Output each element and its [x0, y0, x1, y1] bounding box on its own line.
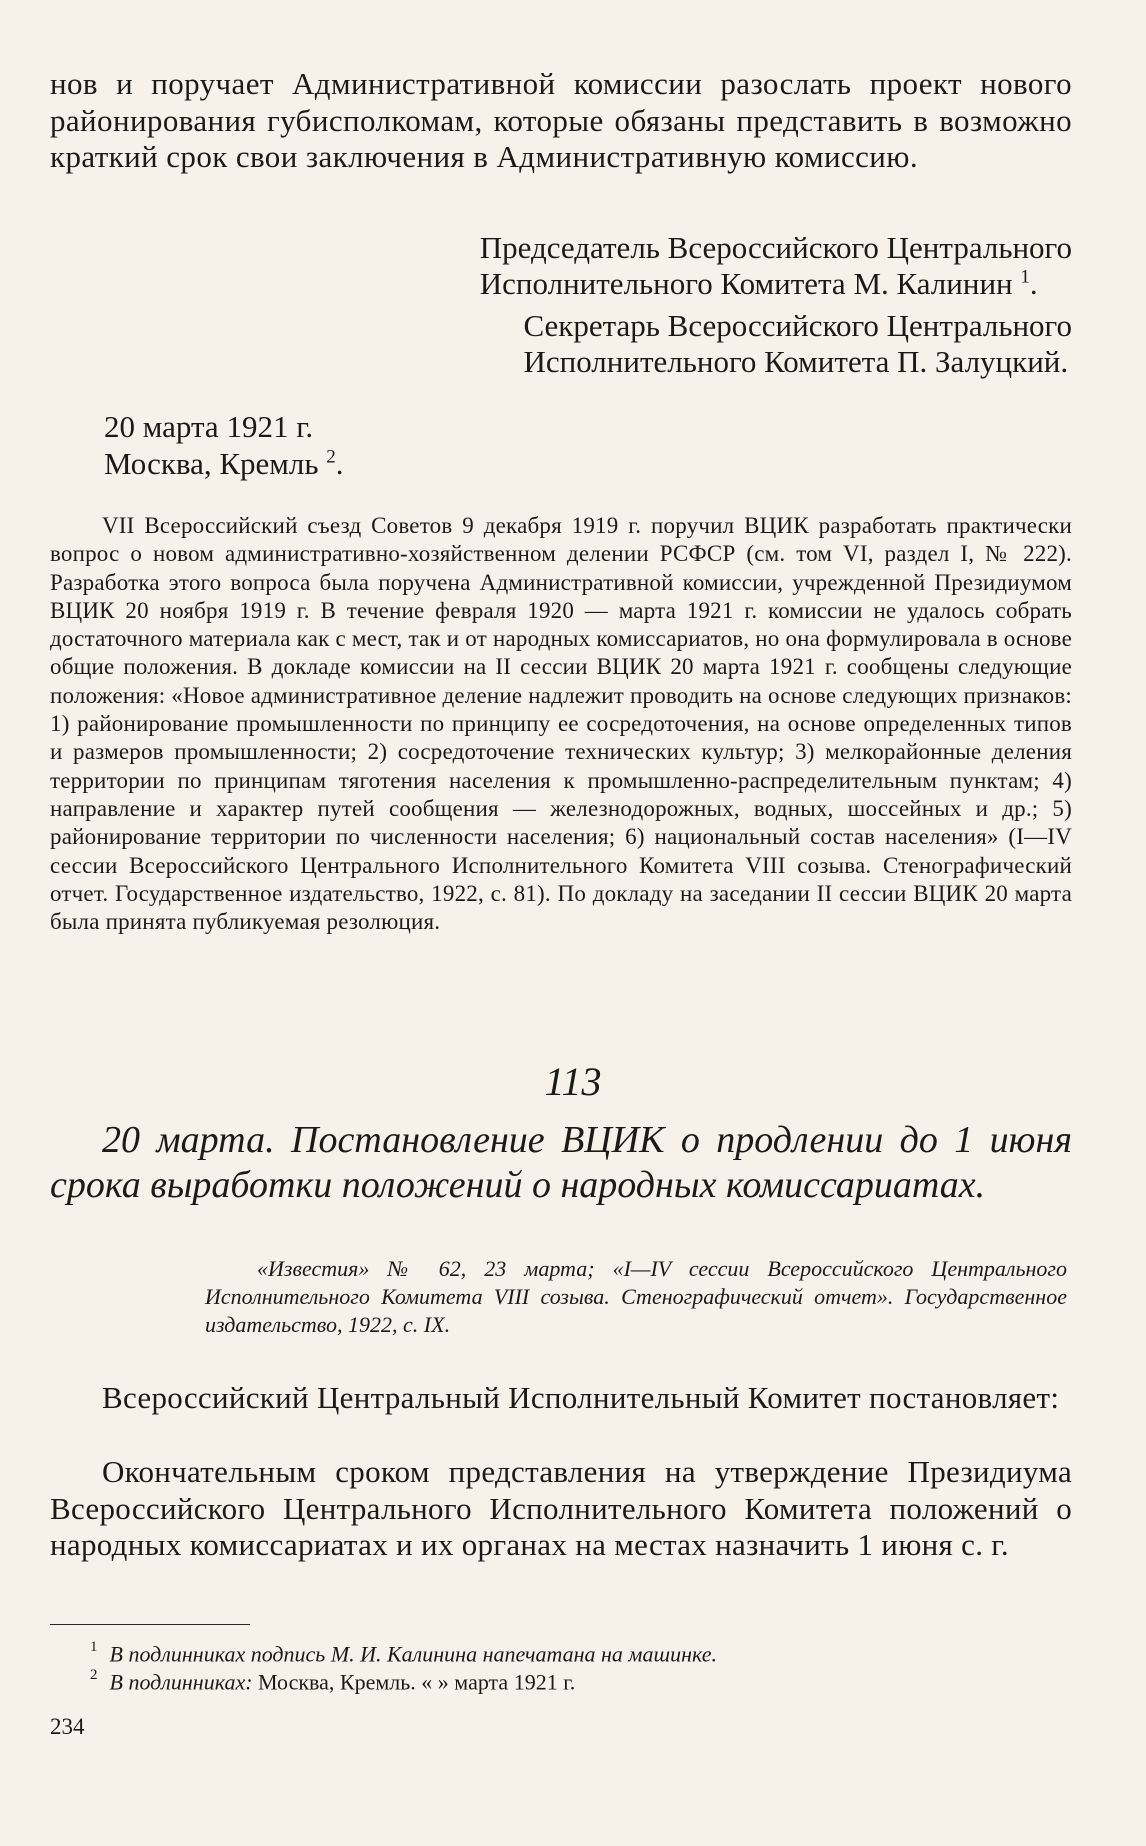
secretary-signature-line-2: Исполнительного Комитета П. Залуцкий.	[523, 344, 1069, 379]
chair-signature-line-1: Председатель Всероссийского Центрального	[479, 230, 1072, 265]
resolution-place: Москва, Кремль $^2$.	[104, 446, 344, 481]
footnote-ref-1: 1	[1020, 266, 1030, 288]
footnote-2: $^2$ В подлинниках: Москва, Кремль. « » марта 1921 г.	[90, 1667, 576, 1695]
document-title: 20 марта. Постановление ВЦИК о продлении до 1 июня срока выработки положений о народных комиссариатах.	[50, 1119, 1072, 1206]
chair-signature	[480, 230, 1072, 302]
footnote-ref-2: 2	[326, 446, 336, 468]
document-source: «Известия» № 62, 23 марта; «I—IV сессии Всероссийского Центрального Исполнительного Комитета VIII созыва. Стенографический отчет». Государственное издательство, 1922, с. IX.	[205, 1256, 1067, 1337]
document-number: 113	[544, 1059, 602, 1104]
footnote-1-mark: 1	[90, 1639, 98, 1655]
chair-signature-line-2: Исполнительного Комитета М. Калинин $^1$.	[479, 266, 1038, 301]
resolution-preamble: Всероссийский Центральный Исполнительный Комитет постановляет:	[102, 1380, 1060, 1415]
resolution-date: 20 марта 1921 г.	[104, 409, 314, 444]
footnote-divider	[50, 1624, 250, 1625]
secretary-signature	[523, 308, 1072, 380]
intro-paragraph: нов и поручает Административной комиссии разослать проект нового районирования губисполкомам, которые обязаны представить в возможно краткий срок свои заключения в Административную комиссию.	[50, 66, 1072, 174]
page-number: 234	[50, 1714, 85, 1739]
editorial-commentary: VII Всероссийский съезд Советов 9 декабря 1919 г. поручил ВЦИК разработать практически вопрос о новом административно-хозяйственном делении РСФСР (см. том VI, раздел I, № 222). Разработка этого вопроса была поручена Административной комиссии, учрежденной Президиумом ВЦИК 20 ноября 1919 г. В течение февраля 1920 — марта 1921 г. комиссии не удалось собрать достаточного материала как с мест, так и от народных комиссариатов, но она формулировала в основе общие положения. В докладе комиссии на II сессии ВЦИК 20 марта 1921 г. сообщены следующие положения: «Новое административное деление надлежит проводить на основе следующих признаков: 1) районирование промышленности по принципу ее сосредоточения, на основе определенных типов и размеров промышленности; 2) сосредоточение технических культур; 3) мелкорайонные деления территории по принципам тяготения населения к промышленно-распределительным пунктам; 4) направление и характер путей сообщения — железнодорожных, водных, шоссейных и др.; 5) районирование территории по численности населения; 6) национальный состав населения» (I—IV сессии Всероссийского Центрального Исполнительного Комитета VIII созыва. Стенографический отчет. Государственное издательство, 1922, с. 81). По докладу на заседании II сессии ВЦИК 20 марта была принята публикуемая резолюция.	[50, 513, 1072, 935]
footnote-2-mark: 2	[90, 1667, 98, 1683]
footnote-1: $^1$ В подлинниках подпись М. И. Калинина напечатана на машинке.	[90, 1639, 718, 1667]
date-place	[104, 408, 344, 482]
resolution-text: Окончательным сроком представления на утверждение Президиума Всероссийского Центрального Исполнительного Комитета положений о народных комиссариатах и их органах на местах назначить 1 июня с. г.	[50, 1454, 1072, 1562]
secretary-signature-line-1: Секретарь Всероссийского Центрального	[523, 308, 1072, 343]
